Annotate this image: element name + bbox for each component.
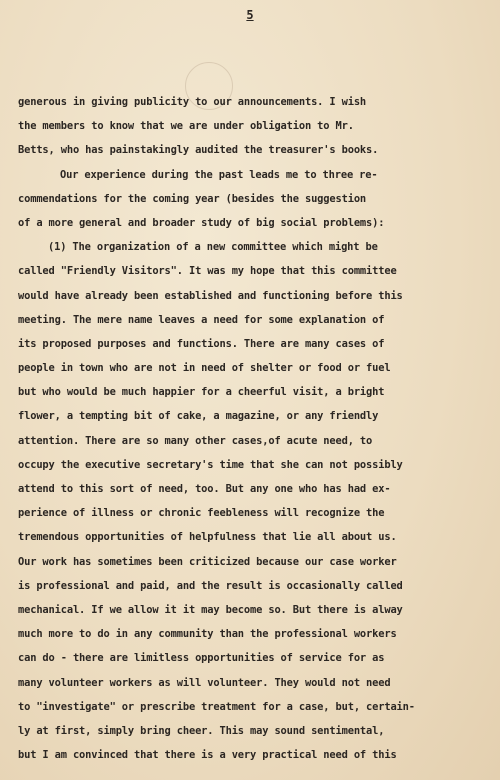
text-line: can do - there are limitless opportunities of service for as <box>18 652 385 665</box>
text-line: Our work has sometimes been criticized because our case worker <box>18 555 397 568</box>
text-line: commendations for the coming year (besides the suggestion <box>18 192 367 205</box>
text-line: tremendous opportunities of helpfulness that lie all about us. <box>18 531 397 544</box>
text-line: would have already been established and functioning before this <box>18 289 403 302</box>
text-line: Betts, who has painstakingly audited the treasurer's books. <box>18 144 379 157</box>
text-line: attend to this sort of need, too. But any one who has had ex- <box>18 483 391 495</box>
text-line: (1) The organization of a new committee which might be <box>48 241 378 254</box>
text-line: to "investigate" or prescribe treatment for a case, but, certain- <box>18 700 415 713</box>
text-line: perience of illness or chronic feebleness will recognize the <box>18 507 385 520</box>
text-line: occupy the executive secretary's time that she can not possibly <box>18 458 403 471</box>
page-number: 5 <box>246 8 254 22</box>
text-line: its proposed purposes and functions. There are many cases of <box>18 337 385 350</box>
text-line: is professional and paid, and the result is occasionally called <box>18 579 403 592</box>
text-line: the members to know that we are under obligation to Mr. <box>18 120 354 133</box>
text-line: flower, a tempting bit of cake, a magazine, or any friendly <box>18 410 379 423</box>
text-line: meeting. The mere name leaves a need for some explanation of <box>18 313 385 326</box>
text-line: but who would be much happier for a cheerful visit, a bright <box>18 386 385 399</box>
text-line: people in town who are not in need of shelter or food or fuel <box>18 362 391 375</box>
text-line: ly at first, simply bring cheer. This may sound sentimental, <box>18 724 385 737</box>
text-line: of a more general and broader study of big social problems): <box>18 216 385 229</box>
text-line: much more to do in any community than the professional workers <box>18 628 397 641</box>
text-line: Our experience during the past leads me to three re- <box>60 168 378 181</box>
text-line: attention. There are so many other cases,of acute need, to <box>18 434 373 447</box>
document-body <box>18 90 490 767</box>
text-line: called "Friendly Visitors". It was my hope that this committee <box>18 265 397 278</box>
text-line: generous in giving publicity to our announcements. I wish <box>18 96 367 108</box>
text-line: mechanical. If we allow it it may become so. But there is alway <box>18 603 403 616</box>
text-line: many volunteer workers as will volunteer. They would not need <box>18 676 391 689</box>
text-line: but I am convinced that there is a very practical need of this <box>18 749 397 762</box>
